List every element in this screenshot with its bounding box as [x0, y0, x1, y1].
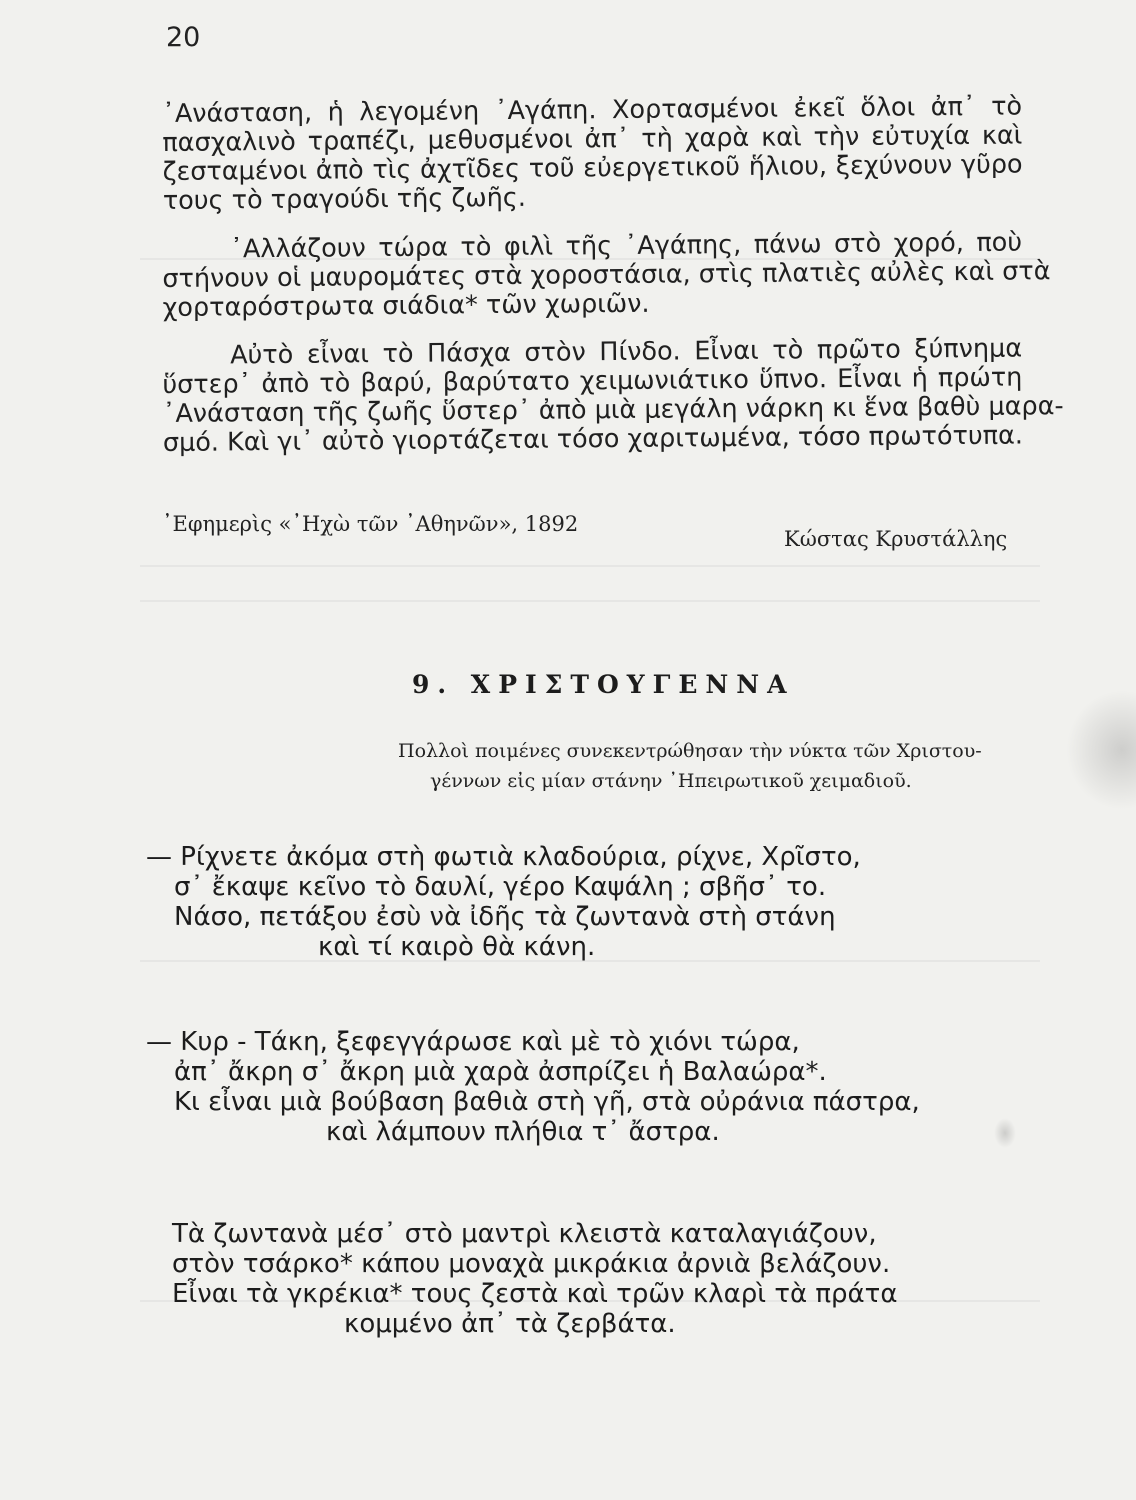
text-line: Αὐτὸ εἶναι τὸ Πάσχα στὸν Πίνδο. Εἶναι τὸ πρῶτο ξύπνημα [229, 333, 1023, 371]
verse-line: — Κυρ - Τάκη, ξεφεγγάρωσε καὶ μὲ τὸ χιόνι τώρα, [146, 1027, 800, 1057]
poem-stanza-1 [146, 842, 861, 962]
poem-intro [398, 736, 982, 796]
intro-line: γέννων εἰς μίαν στάνην ᾿Ηπειρωτικοῦ χειμαδιοῦ. [430, 770, 912, 792]
verse-line: — Ρίχνετε ἀκόμα στὴ φωτιὰ κλαδούρια, ρίχνε, Χρῖστο, [146, 842, 861, 872]
section-heading: 9. ΧΡΙΣΤΟΥΓΕΝΝΑ [412, 670, 795, 699]
verse-line: Κι εἶναι μιὰ βούβαση βαθιὰ στὴ γῆ, στὰ οὐράνια πάστρα, [174, 1087, 920, 1117]
text-line: σμό. Καὶ γι᾿ αὐτὸ γιορτάζεται τόσο χαριτωμένα, τόσο πρωτότυπα. [162, 420, 1024, 458]
verse-line: στὸν τσάρκο* κάπου μοναχὰ μικράκια ἀρνιὰ βελάζουν. [172, 1249, 891, 1279]
source-citation: ᾿Εφημερὶς «᾿Ηχὼ τῶν ᾿Αθηνῶν», 1892 [162, 512, 579, 536]
text-line: ζεσταμένοι ἀπὸ τὶς ἀχτῖδες τοῦ εὐεργετικοῦ ἥλιου, ξεχύνουν γῦρο [162, 149, 1023, 187]
verse-line: Νάσο, πετάξου ἐσὺ νὰ ἰδῆς τὰ ζωντανὰ στὴ στάνη [174, 902, 836, 932]
intro-line: Πολλοὶ ποιμένες συνεκεντρώθησαν τὴν νύκτα τῶν Χριστου- [398, 740, 982, 762]
poem-stanza-3 [172, 1219, 897, 1339]
verse-line: καὶ λάμπουν πλήθια τ᾿ ἄστρα. [326, 1117, 720, 1147]
prose-paragraph-3 [162, 333, 1064, 458]
page-number: 20 [166, 22, 201, 53]
text-line: στήνουν οἱ μαυρομάτες στὰ χοροστάσια, στὶς πλατιὲς αὐλὲς καὶ στὰ [162, 256, 1051, 294]
text-line: πασχαλινὸ τραπέζι, μεθυσμένοι ἀπ᾿ τὴ χαρὰ καὶ τὴν εὐτυχία καὶ [162, 120, 1023, 158]
text-line: ᾿Ανάσταση, ἡ λεγομένη ᾿Αγάπη. Χορτασμένοι ἐκεῖ ὅλοι ἀπ᾿ τὸ [161, 91, 1023, 129]
text-line: χορταρόστρωτα σιάδια* τῶν χωριῶν. [162, 288, 650, 323]
verse-line: σ᾿ ἔκαψε κεῖνο τὸ δαυλί, γέρο Καψάλη ; σβῆσ᾿ το. [174, 872, 827, 902]
prose-paragraph-2 [162, 227, 1051, 323]
paper-stain [994, 1118, 1016, 1148]
verse-line: Εἶναι τὰ γκρέκια* τους ζεστὰ καὶ τρῶν κλαρὶ τὰ πράτα [172, 1279, 898, 1309]
verse-line: ἀπ᾿ ἄκρη σ᾿ ἄκρη μιὰ χαρὰ ἀσπρίζει ἡ Βαλαώρα*. [174, 1057, 827, 1087]
author-signature: Κώστας Κρυστάλλης [784, 527, 1008, 551]
poem-stanza-2 [146, 1027, 920, 1147]
text-line: ᾿Ανάσταση τῆς ζωῆς ὕστερ᾿ ἀπὸ μιὰ μεγάλη νάρκη κι ἕνα βαθὺ μαρα- [162, 391, 1064, 429]
text-line: τους τὸ τραγούδι τῆς ζωῆς. [162, 182, 527, 216]
verse-line: κομμένο ἀπ᾿ τὰ ζερβάτα. [344, 1309, 676, 1339]
paper-stain [1066, 690, 1136, 810]
text-line: ᾿Αλλάζουν τώρα τὸ φιλὶ τῆς ᾿Αγάπης, πάνω στὸ χορό, ποὺ [229, 227, 1023, 265]
verse-line: Τὰ ζωντανὰ μέσ᾿ στὸ μαντρὶ κλειστὰ καταλαγιάζουν, [172, 1219, 877, 1249]
verse-line: καὶ τί καιρὸ θὰ κάνη. [318, 932, 596, 962]
prose-paragraph-1 [162, 92, 1023, 216]
text-line: ὕστερ᾿ ἀπὸ τὸ βαρύ, βαρύτατο χειμωνιάτικο ὕπνο. Εἶναι ἡ πρώτη [162, 362, 1023, 400]
